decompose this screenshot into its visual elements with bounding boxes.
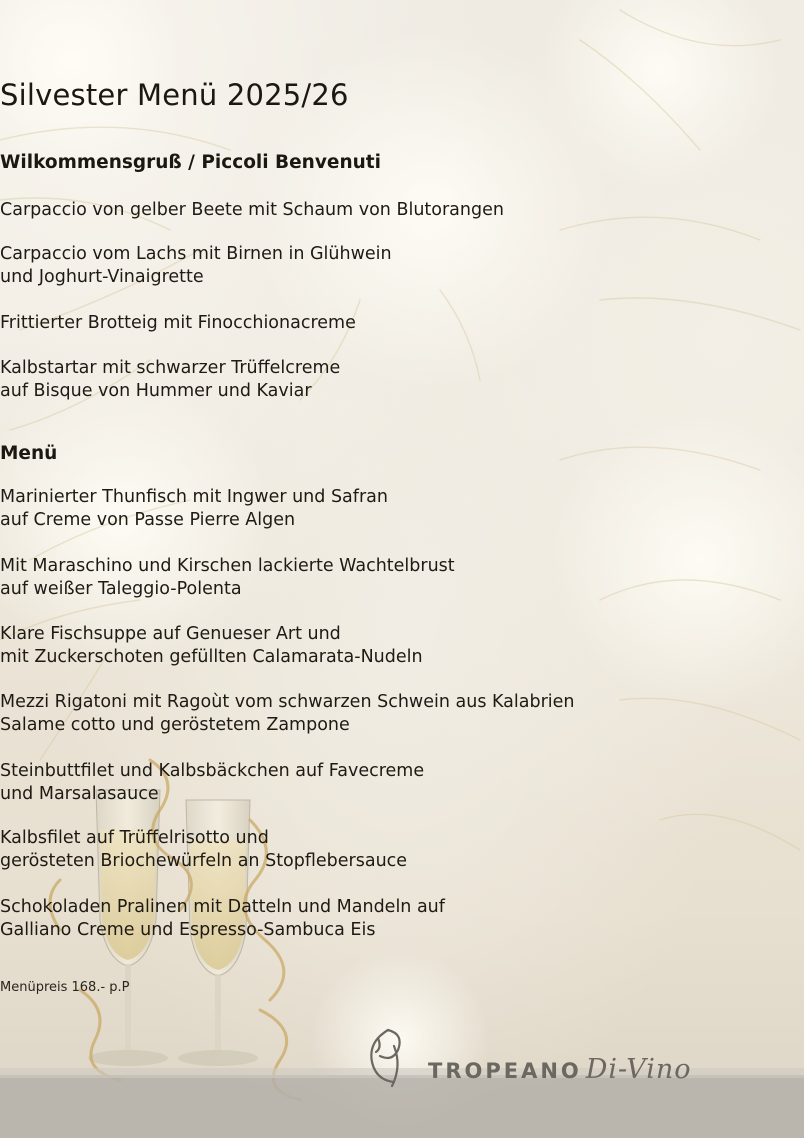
dish-line: Kalbsfilet auf Trüffelrisotto und xyxy=(0,828,269,848)
dish-line: auf Bisque von Hummer und Kaviar xyxy=(0,381,312,401)
menu-dish-3 xyxy=(0,623,804,669)
dish-line: mit Zuckerschoten gefüllten Calamarata-Nudeln xyxy=(0,647,423,667)
menu-dish-6 xyxy=(0,827,804,873)
dish-line: Mezzi Rigatoni mit Ragoùt vom schwarzen Schwein aus Kalabrien xyxy=(0,692,575,712)
dish-line: auf weißer Taleggio-Polenta xyxy=(0,579,242,599)
dish-line: Carpaccio vom Lachs mit Birnen in Glühwein xyxy=(0,244,392,264)
menu-price: Menüpreis 168.- p.P xyxy=(0,980,130,995)
dish-line: und Marsalasauce xyxy=(0,784,159,804)
page-title: Silvester Menü 2025/26 xyxy=(0,78,349,112)
dish-line: Schokoladen Pralinen mit Datteln und Mandeln auf xyxy=(0,897,445,917)
dish-line: Mit Maraschino und Kirschen lackierte Wachtelbrust xyxy=(0,556,455,576)
menu-dish-2 xyxy=(0,555,804,601)
menu-dish-7 xyxy=(0,896,804,942)
menu-dish-5 xyxy=(0,760,804,806)
dish-line: Marinierter Thunfisch mit Ingwer und Safran xyxy=(0,487,388,507)
dish-line: Frittierter Brotteig mit Finocchionacreme xyxy=(0,313,356,333)
dish-line: auf Creme von Passe Pierre Algen xyxy=(0,510,296,530)
menu-dish-4 xyxy=(0,691,804,737)
logo-script: Di-Vino xyxy=(585,1054,692,1085)
welcome-heading: Wilkommensgruß / Piccoli Benvenuti xyxy=(0,152,381,173)
dish-line: gerösteten Briochewürfeln an Stopflebersauce xyxy=(0,851,408,871)
welcome-dish-3 xyxy=(0,312,804,335)
welcome-dish-2 xyxy=(0,243,804,289)
welcome-dish-4 xyxy=(0,357,804,403)
dish-line: Carpaccio von gelber Beete mit Schaum von Blutorangen xyxy=(0,200,504,220)
dish-line: und Joghurt-Vinaigrette xyxy=(0,267,204,287)
dish-line: Klare Fischsuppe auf Genueser Art und xyxy=(0,624,341,644)
dish-line: Salame cotto und geröstetem Zampone xyxy=(0,715,350,735)
logo-emblem-icon xyxy=(358,1022,428,1092)
logo-name: TROPEANO xyxy=(428,1059,582,1083)
welcome-dish-1 xyxy=(0,199,804,222)
menu-dish-1 xyxy=(0,486,804,532)
logo-wordmark xyxy=(428,1054,692,1085)
dish-line: Galliano Creme und Espresso-Sambuca Eis xyxy=(0,920,376,940)
dish-line: Steinbuttfilet und Kalbsbäckchen auf Favecreme xyxy=(0,761,425,781)
brand-logo xyxy=(358,1022,758,1092)
dish-line: Kalbstartar mit schwarzer Trüffelcreme xyxy=(0,358,341,378)
menu-heading: Menü xyxy=(0,443,58,464)
